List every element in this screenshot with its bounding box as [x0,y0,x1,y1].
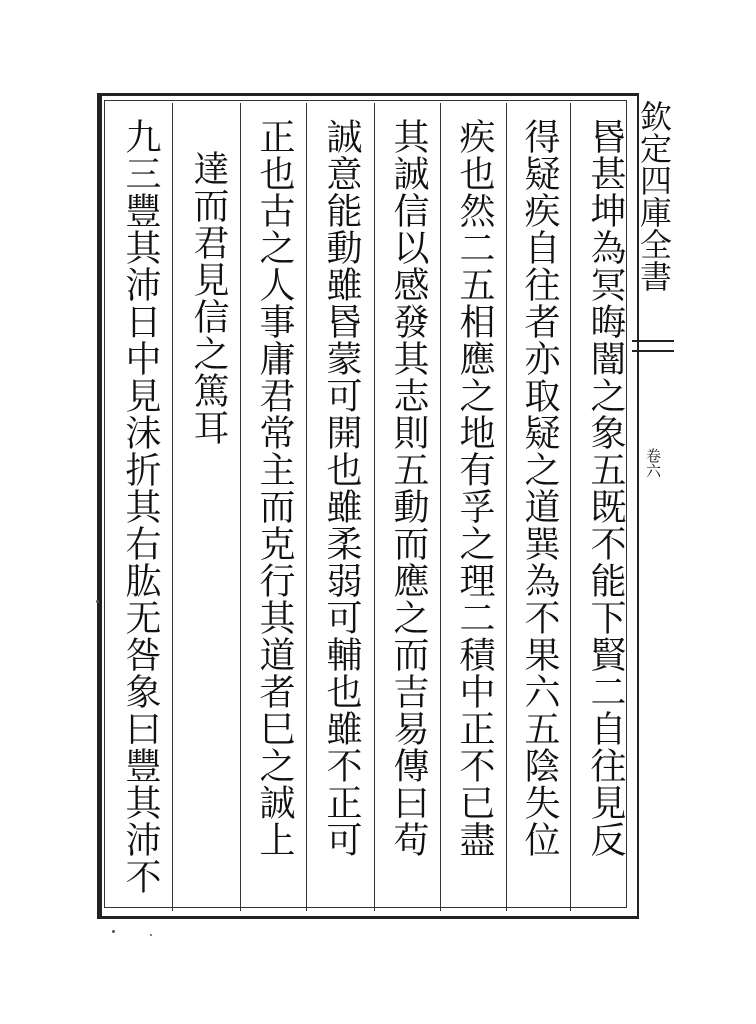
column-rule [172,103,173,911]
ink-speck [112,930,115,933]
ink-speck [150,934,152,936]
text-column-6: 正也古之人事庸君常主而克行其道者巳之誠上 [254,118,295,858]
column-rule [506,103,507,911]
column-rule [306,103,307,911]
column-rule [440,103,441,911]
ink-speck [96,600,99,603]
text-column-1: 昬甚坤為冥晦闇之象五既不能下賢二自往見反 [585,118,626,858]
column-rule [570,103,571,911]
fishtail-mark [632,340,674,352]
column-rule [240,103,241,911]
text-column-4: 其誠信以感發其志則五動而應之而吉易傳曰苟 [388,118,429,858]
margin-book-title: 欽定四庫全書 [635,100,673,292]
text-column-7: 達而君見信之篤耳 [188,150,229,446]
text-column-3: 疾也然二五相應之地有孚之理二積中正不已盡 [454,118,495,858]
margin-volume-label: 卷六 [644,448,662,478]
column-rule [374,103,375,911]
text-column-5: 誠意能動雖昬蒙可開也雖柔弱可輔也雖不正可 [321,118,362,858]
text-column-2: 得疑疾自往者亦取疑之道巽為不果六五陰失位 [519,118,560,858]
text-column-8: 九三豐其沛日中見沬折其右肱无咎象曰豐其沛不 [120,118,161,895]
